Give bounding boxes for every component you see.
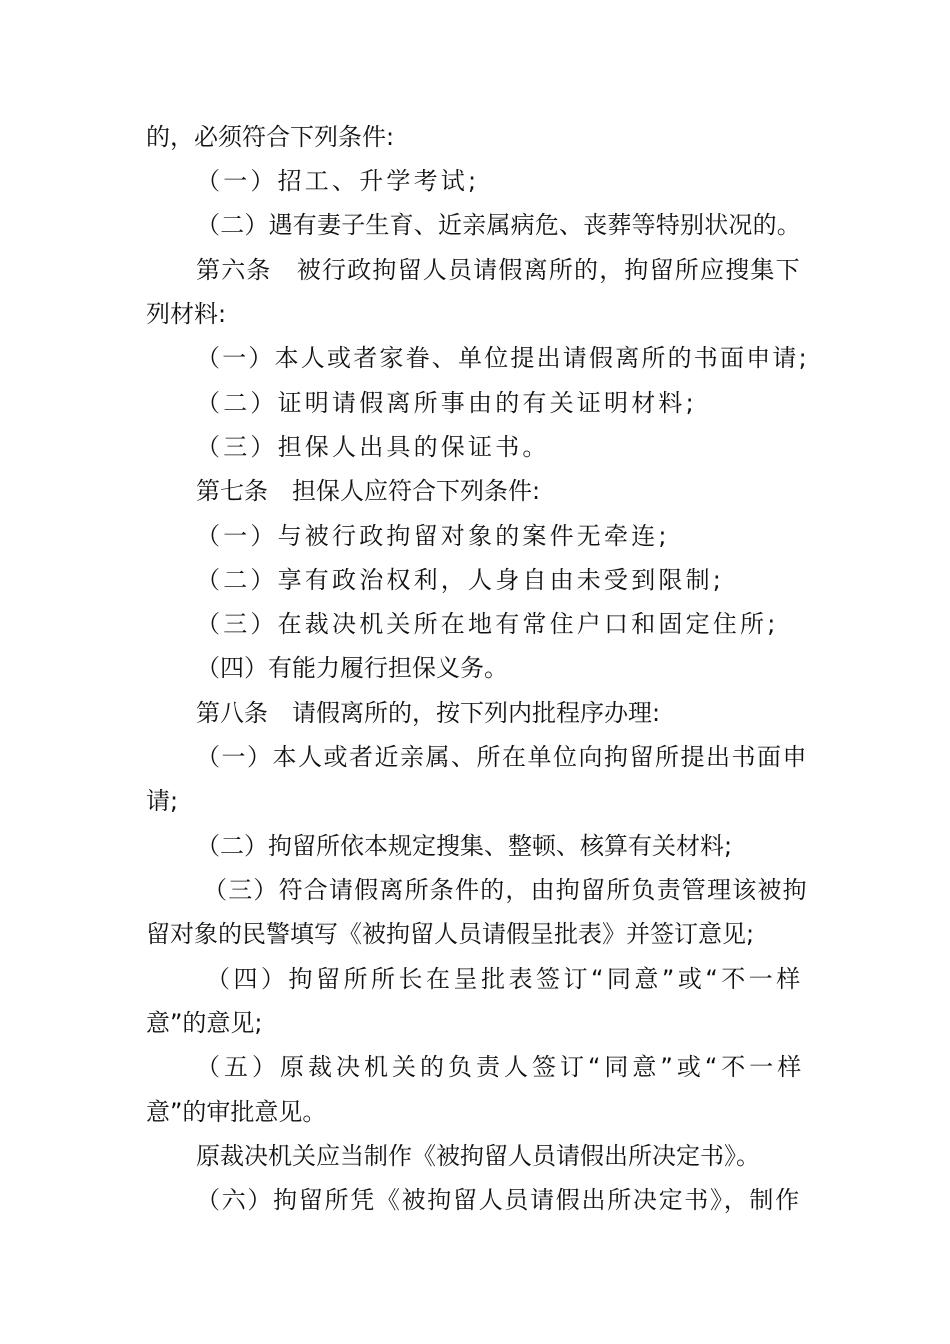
line-text: （三）符合请假离所条件的，由拘留所负责管理该被拘 — [203, 876, 808, 904]
line-text: （一）招工、升学考试; — [196, 167, 480, 195]
text-line — [0, 248, 950, 292]
line-text: 原裁决机关应当制作《被拘留人员请假出所决定书》。 — [196, 1142, 760, 1170]
text-line — [0, 691, 950, 735]
line-text: （五）原裁决机关的负责人签订“同意”或“不一样 — [196, 1053, 806, 1081]
line-text: 留对象的民警填写《被拘留人员请假呈批表》并签订意见; — [146, 920, 755, 948]
text-line — [0, 1134, 950, 1178]
text-line — [0, 735, 950, 779]
line-text: （一）本人或者家眷、单位提出请假离所的书面申请; — [196, 344, 809, 372]
text-line — [0, 381, 950, 425]
text-line — [0, 868, 950, 912]
line-text: （二）享有政治权利，人身自由未受到限制; — [196, 566, 725, 594]
text-line — [0, 602, 950, 646]
text-line — [0, 824, 950, 868]
text-line — [0, 514, 950, 558]
line-text: （四）拘留所所长在呈批表签订“同意”或“不一样 — [206, 965, 804, 993]
line-text: （三）在裁决机关所在地有常住户口和固定住所; — [196, 610, 779, 638]
text-line — [0, 646, 950, 690]
text-line — [0, 1178, 950, 1222]
line-text: 的，必须符合下列条件: — [146, 123, 395, 151]
text-line — [0, 203, 950, 247]
text-line — [0, 912, 950, 956]
line-text: 意”的意见; — [146, 1009, 263, 1037]
text-line — [0, 469, 950, 513]
text-line — [0, 1045, 950, 1089]
text-line — [0, 425, 950, 469]
text-line — [0, 779, 950, 823]
line-text: （二）证明请假离所事由的有关证明材料; — [196, 389, 697, 417]
line-text: （六）拘留所凭《被拘留人员请假出所决定书》，制作 — [196, 1186, 801, 1214]
text-line — [0, 159, 950, 203]
line-text: 第八条 请假离所的，按下列内批程序办理: — [196, 699, 661, 727]
line-text: （一）本人或者近亲属、所在单位向拘留所提出书面申 — [196, 743, 808, 771]
line-text: （三）担保人出具的保证书。 — [196, 433, 550, 461]
text-line — [0, 115, 950, 159]
text-line — [0, 1001, 950, 1045]
text-line — [0, 1090, 950, 1134]
line-text: 第七条 担保人应符合下列条件: — [196, 477, 541, 505]
line-text: 第六条 被行政拘留人员请假离所的，拘留所应搜集下 — [196, 256, 801, 284]
line-text: 列材料: — [146, 300, 227, 328]
line-text: 请; — [146, 787, 179, 815]
line-text: 意”的审批意见。 — [146, 1098, 327, 1126]
line-text: （二）遇有妻子生育、近亲属病危、丧葬等特别状况的。 — [196, 211, 801, 239]
line-text: （二）拘留所依本规定搜集、整顿、核算有关材料; — [196, 832, 733, 860]
text-line — [0, 957, 950, 1001]
line-text: （四）有能力履行担保义务。 — [196, 654, 508, 682]
line-text: （一）与被行政拘留对象的案件无牵连; — [196, 522, 670, 550]
text-line — [0, 336, 950, 380]
text-line — [0, 558, 950, 602]
text-line — [0, 292, 950, 336]
